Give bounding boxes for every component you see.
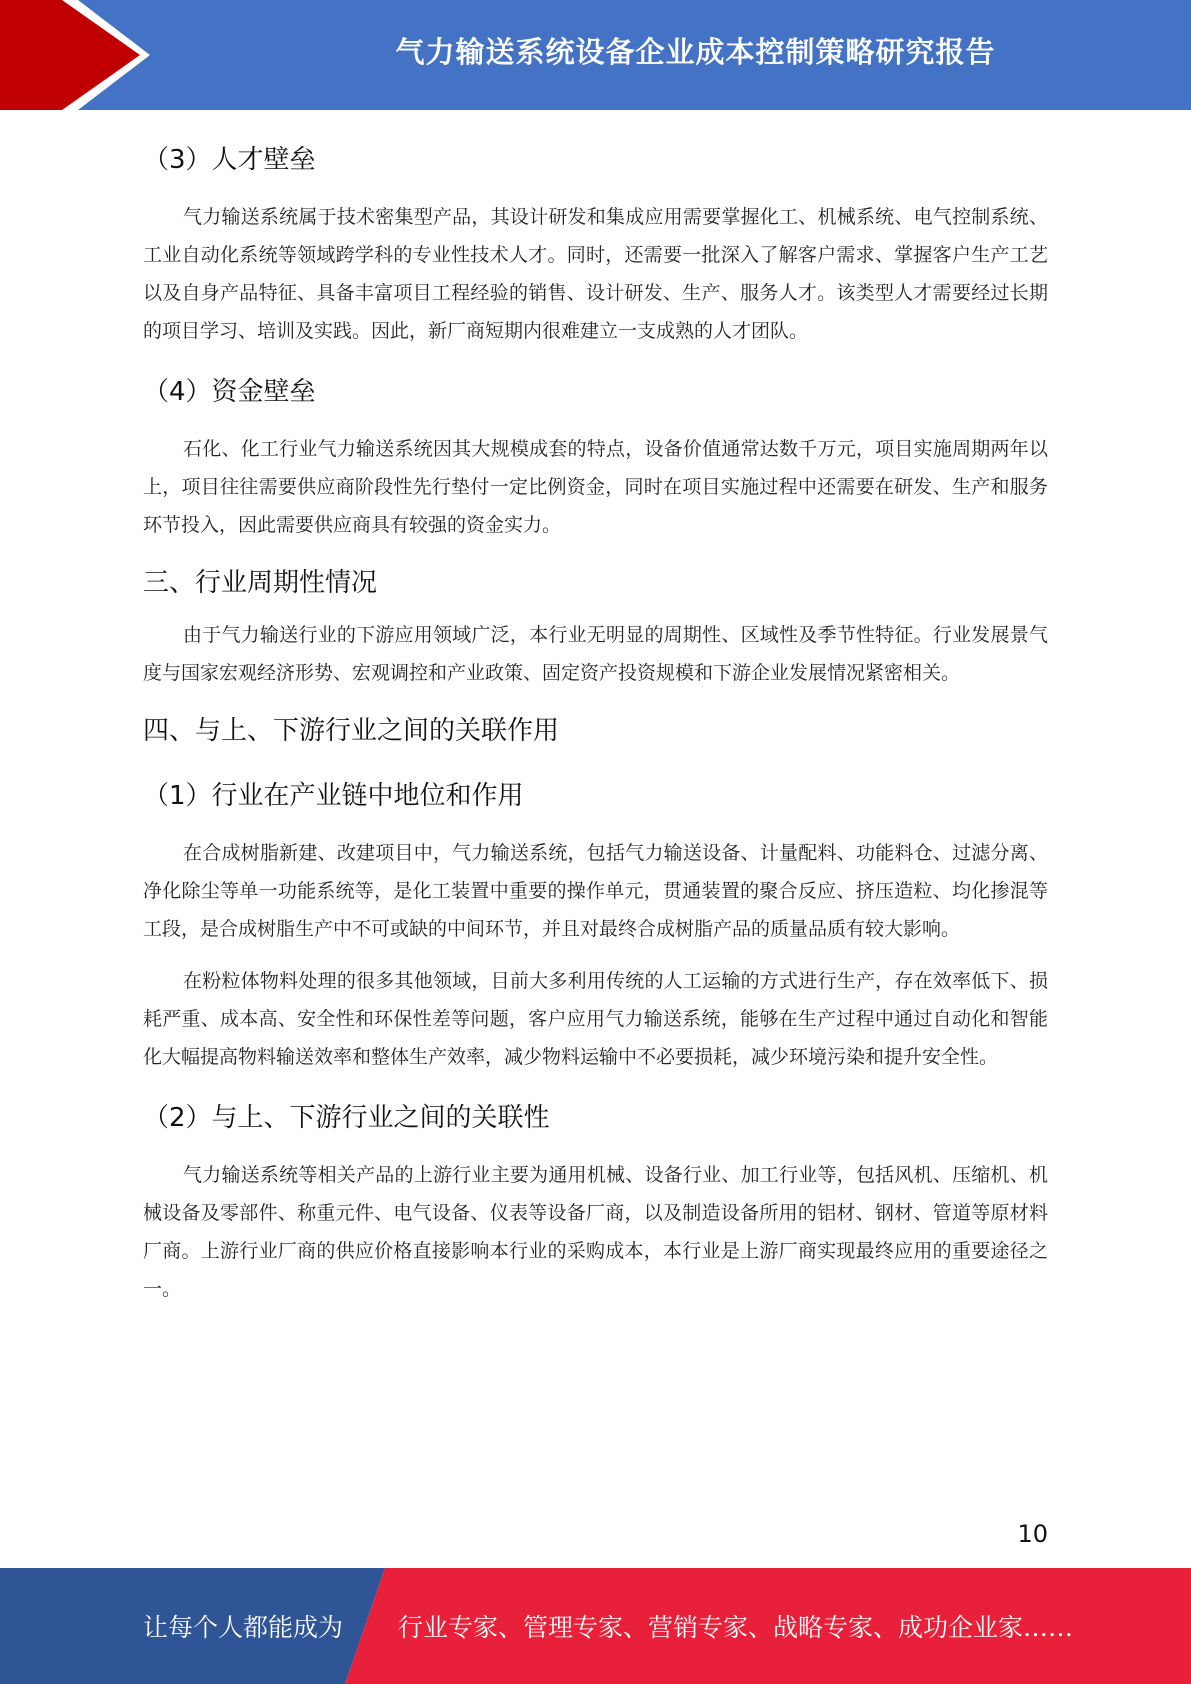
heading-section-4: 四、与上、下游行业之间的关联作用 — [143, 716, 560, 746]
heading-talent-barrier: （3）人才壁垒 — [143, 145, 316, 175]
header-banner — [0, 0, 1191, 110]
heading-capital-barrier: （4）资金壁垒 — [143, 377, 316, 407]
heading-section-3: 三、行业周期性情况 — [143, 568, 378, 598]
para-chain-role-1: 在合成树脂新建、改建项目中，气力输送系统，包括气力输送设备、计量配料、功能料仓、过滤分离、净化除尘等单一功能系统等，是化工装置中重要的操作单元，贯通装置的聚合反应、挤压造粒、均化掺混等工段，是合成树脂生产中不可或缺的中间环节，并且对最终合成树脂产品的质量品质有较大影响。 — [143, 842, 1048, 940]
para-chain-role-2: 在粉粒体物料处理的很多其他领域，目前大多利用传统的人工运输的方式进行生产，存在效率低下、损耗严重、成本高、安全性和环保性差等问题，客户应用气力输送系统，能够在生产过程中通过自动化和智能化大幅提高物料输送效率和整体生产效率，减少物料运输中不必要损耗，减少环境污染和提升安全性。 — [143, 970, 1048, 1068]
chevron-arrow-icon — [0, 0, 150, 110]
heading-industry-chain-role: （1）行业在产业链中地位和作用 — [143, 781, 524, 811]
heading-upstream-downstream: （2）与上、下游行业之间的关联性 — [143, 1103, 550, 1133]
document-body — [143, 120, 1048, 1322]
footer-banner — [0, 1568, 1191, 1684]
report-title: 气力输送系统设备企业成本控制策略研究报告 — [395, 34, 996, 69]
page-number: 10 — [1017, 1520, 1048, 1548]
para-talent-barrier: 气力输送系统属于技术密集型产品，其设计研发和集成应用需要掌握化工、机械系统、电气控制系统、工业自动化系统等领域跨学科的专业性技术人才。同时，还需要一批深入了解客户需求、掌握客户生产工艺以及自身产品特征、具备丰富项目工程经验的销售、设计研发、生产、服务人才。该类型人才需要经过长期的项目学习、培训及实践。因此，新厂商短期内很难建立一支成熟的人才团队。 — [143, 206, 1048, 342]
para-cyclicality: 由于气力输送行业的下游应用领域广泛，本行业无明显的周期性、区域性及季节性特征。行业发展景气度与国家宏观经济形势、宏观调控和产业政策、固定资产投资规模和下游企业发展情况紧密相关。 — [143, 624, 1048, 684]
para-capital-barrier: 石化、化工行业气力输送系统因其大规模成套的特点，设备价值通常达数千万元，项目实施周期两年以上，项目往往需要供应商阶段性先行垫付一定比例资金，同时在项目实施过程中还需要在研发、生产和服务环节投入，因此需要供应商具有较强的资金实力。 — [143, 438, 1048, 536]
para-upstream: 气力输送系统等相关产品的上游行业主要为通用机械、设备行业、加工行业等，包括风机、压缩机、机械设备及零部件、称重元件、电气设备、仪表等设备厂商，以及制造设备所用的铝材、钢材、管道等原材料厂商。上游行业厂商的供应价格直接影响本行业的采购成本，本行业是上游厂商实现最终应用的重要途径之一。 — [143, 1164, 1048, 1300]
footer-slogan-left: 让每个人都能成为 — [143, 1613, 344, 1642]
footer-slogan-right: 行业专家、管理专家、营销专家、战略专家、成功企业家…… — [398, 1613, 1074, 1642]
